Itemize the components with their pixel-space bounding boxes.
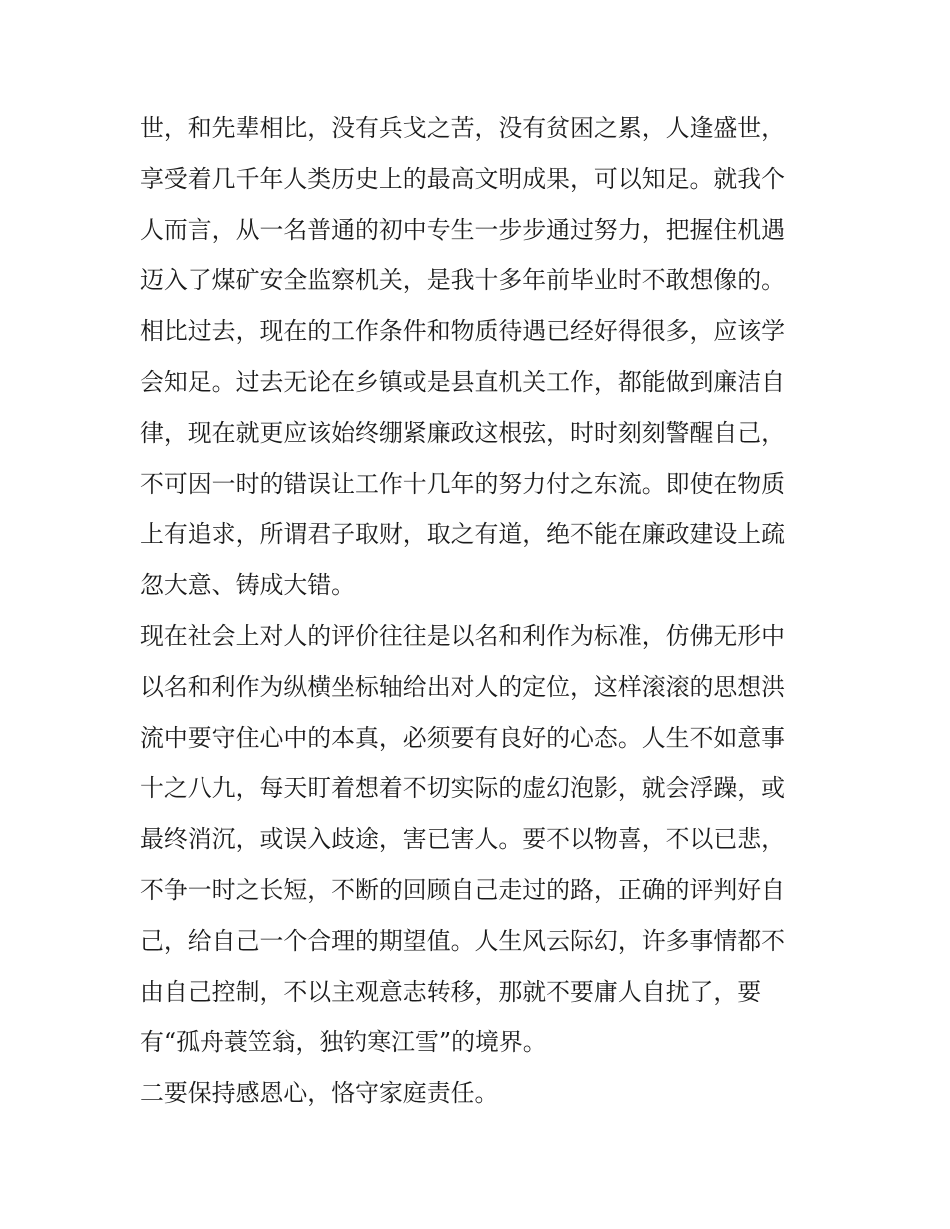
text-line: 十之八九，每天盯着想着不切实际的虚幻泡影，就会浮躁，或 (140, 774, 786, 803)
text-line: 上有追求，所谓君子取财，取之有道，绝不能在廉政建设上疏 (140, 520, 786, 549)
text-line: 不可因一时的错误让工作十几年的努力付之东流。即使在物质 (140, 469, 786, 498)
text-line: 忽大意、铸成大错。 (140, 571, 356, 600)
text-line: 世，和先辈相比，没有兵戈之苦，没有贫困之累，人逢盛世， (140, 114, 786, 142)
text-line: 人而言，从一名普通的初中专生一步步通过努力，把握住机遇 (140, 215, 786, 244)
text-line: 流中要守住心中的本真，必须要有良好的心态。人生不如意事 (140, 723, 786, 752)
text-line: 现在社会上对人的评价往往是以名和利作为标准，仿佛无形中 (140, 621, 786, 650)
text-line: 己，给自己一个合理的期望值。人生风云际幻，许多事情都不 (140, 926, 786, 955)
text-line: 不争一时之长短，不断的回顾自己走过的路，正确的评判好自 (140, 875, 786, 904)
text-line: 相比过去，现在的工作条件和物质待遇已经好得很多，应该学 (140, 317, 786, 346)
text-line: 会知足。过去无论在乡镇或是县直机关工作，都能做到廉洁自 (140, 367, 786, 396)
text-line: 享受着几千年人类历史上的最高文明成果，可以知足。就我个 (140, 164, 786, 193)
text-line: 最终消沉，或误入歧途，害已害人。要不以物喜，不以已悲， (140, 825, 786, 854)
text-line: 律，现在就更应该始终绷紧廉政这根弦，时时刻刻警醒自己， (140, 418, 786, 447)
text-line: 由自己控制，不以主观意志转移，那就不要庸人自扰了，要 (140, 977, 762, 1006)
text-line: 迈入了煤矿安全监察机关，是我十多年前毕业时不敢想像的。 (140, 266, 786, 295)
body-text (140, 103, 820, 1119)
text-line: 有“孤舟蓑笠翁，独钓寒江雪”的境界。 (140, 1028, 547, 1057)
section-heading: 二要保持感恩心，恪守家庭责任。 (140, 1079, 499, 1108)
text-line: 以名和利作为纵横坐标轴给出对人的定位，这样滚滚的思想洪 (140, 672, 786, 701)
